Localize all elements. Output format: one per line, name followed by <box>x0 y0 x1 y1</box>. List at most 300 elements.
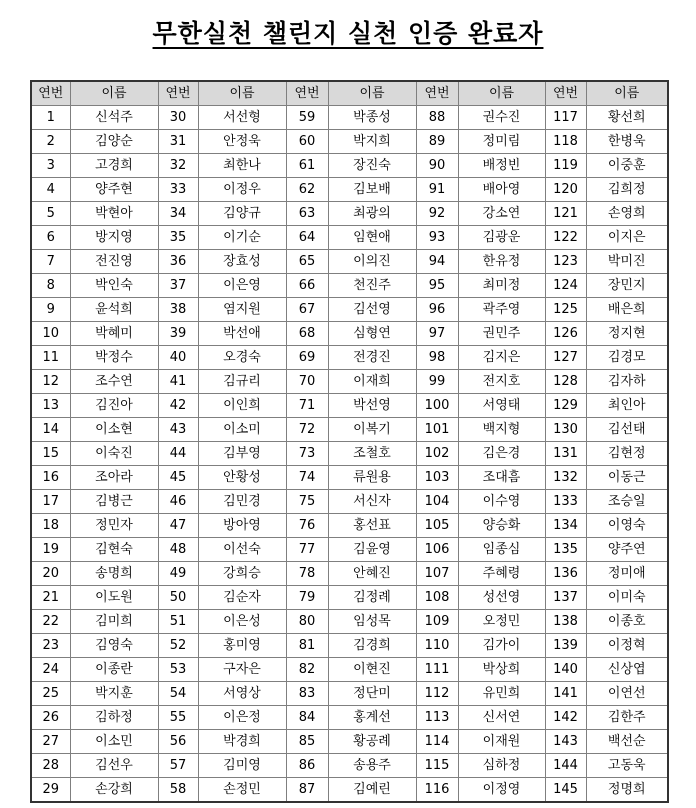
cell-name: 이중훈 <box>586 154 668 178</box>
cell-name: 최미정 <box>458 274 545 298</box>
cell-num: 90 <box>416 154 458 178</box>
cell-name: 장민지 <box>586 274 668 298</box>
table-row <box>31 490 668 514</box>
cell-num: 59 <box>286 106 328 130</box>
cell-name: 한유정 <box>458 250 545 274</box>
cell-num: 70 <box>286 370 328 394</box>
cell-num: 3 <box>31 154 70 178</box>
cell-name: 이연선 <box>586 682 668 706</box>
cell-name: 배정빈 <box>458 154 545 178</box>
cell-name: 강희승 <box>198 562 286 586</box>
header-num: 연번 <box>545 81 586 106</box>
cell-name: 이숙진 <box>70 442 158 466</box>
cell-name: 조대흠 <box>458 466 545 490</box>
cell-num: 64 <box>286 226 328 250</box>
cell-name: 김지은 <box>458 346 545 370</box>
cell-num: 41 <box>158 370 198 394</box>
header-num: 연번 <box>158 81 198 106</box>
cell-name: 김선태 <box>586 418 668 442</box>
cell-num: 86 <box>286 754 328 778</box>
cell-num: 103 <box>416 466 458 490</box>
table-row <box>31 538 668 562</box>
cell-name: 정명희 <box>586 778 668 803</box>
cell-name: 박정수 <box>70 346 158 370</box>
cell-num: 51 <box>158 610 198 634</box>
table-row <box>31 466 668 490</box>
header-name: 이름 <box>586 81 668 106</box>
cell-num: 2 <box>31 130 70 154</box>
table-row <box>31 370 668 394</box>
cell-name: 홍선표 <box>328 514 416 538</box>
cell-num: 72 <box>286 418 328 442</box>
cell-num: 144 <box>545 754 586 778</box>
cell-num: 143 <box>545 730 586 754</box>
cell-name: 서선형 <box>198 106 286 130</box>
cell-name: 양주현 <box>70 178 158 202</box>
cell-name: 김선우 <box>70 754 158 778</box>
cell-num: 77 <box>286 538 328 562</box>
cell-num: 24 <box>31 658 70 682</box>
cell-name: 박선영 <box>328 394 416 418</box>
cell-num: 121 <box>545 202 586 226</box>
cell-num: 65 <box>286 250 328 274</box>
cell-name: 황공례 <box>328 730 416 754</box>
cell-num: 120 <box>545 178 586 202</box>
cell-name: 전경진 <box>328 346 416 370</box>
cell-name: 손정민 <box>198 778 286 803</box>
cell-num: 71 <box>286 394 328 418</box>
cell-name: 이종호 <box>586 610 668 634</box>
cell-name: 임종심 <box>458 538 545 562</box>
cell-num: 15 <box>31 442 70 466</box>
cell-num: 111 <box>416 658 458 682</box>
cell-name: 한병욱 <box>586 130 668 154</box>
table-row <box>31 130 668 154</box>
cell-name: 성선영 <box>458 586 545 610</box>
cell-name: 박상희 <box>458 658 545 682</box>
cell-name: 최한나 <box>198 154 286 178</box>
cell-num: 92 <box>416 202 458 226</box>
table-row <box>31 322 668 346</box>
cell-num: 118 <box>545 130 586 154</box>
cell-num: 7 <box>31 250 70 274</box>
cell-name: 송용주 <box>328 754 416 778</box>
cell-name: 방아영 <box>198 514 286 538</box>
cell-name: 박경희 <box>198 730 286 754</box>
cell-name: 김영숙 <box>70 634 158 658</box>
cell-num: 84 <box>286 706 328 730</box>
table-body <box>31 106 668 803</box>
cell-name: 이인희 <box>198 394 286 418</box>
cell-num: 8 <box>31 274 70 298</box>
cell-name: 이소미 <box>198 418 286 442</box>
cell-num: 117 <box>545 106 586 130</box>
cell-name: 정미림 <box>458 130 545 154</box>
cell-num: 20 <box>31 562 70 586</box>
cell-name: 이종란 <box>70 658 158 682</box>
cell-num: 57 <box>158 754 198 778</box>
header-name: 이름 <box>198 81 286 106</box>
cell-num: 100 <box>416 394 458 418</box>
table-row <box>31 682 668 706</box>
cell-name: 김선영 <box>328 298 416 322</box>
cell-num: 80 <box>286 610 328 634</box>
cell-num: 132 <box>545 466 586 490</box>
table-row <box>31 514 668 538</box>
cell-num: 31 <box>158 130 198 154</box>
completion-table <box>30 80 669 803</box>
cell-name: 배아영 <box>458 178 545 202</box>
cell-name: 권수진 <box>458 106 545 130</box>
cell-num: 75 <box>286 490 328 514</box>
cell-num: 124 <box>545 274 586 298</box>
cell-num: 54 <box>158 682 198 706</box>
cell-num: 73 <box>286 442 328 466</box>
cell-name: 이은정 <box>198 706 286 730</box>
cell-num: 69 <box>286 346 328 370</box>
cell-num: 134 <box>545 514 586 538</box>
cell-num: 74 <box>286 466 328 490</box>
cell-num: 25 <box>31 682 70 706</box>
cell-num: 97 <box>416 322 458 346</box>
cell-num: 50 <box>158 586 198 610</box>
cell-name: 홍계선 <box>328 706 416 730</box>
cell-name: 권민주 <box>458 322 545 346</box>
cell-name: 김민경 <box>198 490 286 514</box>
header-name: 이름 <box>458 81 545 106</box>
cell-num: 142 <box>545 706 586 730</box>
cell-name: 주혜령 <box>458 562 545 586</box>
cell-num: 49 <box>158 562 198 586</box>
header-num: 연번 <box>286 81 328 106</box>
cell-name: 염지원 <box>198 298 286 322</box>
cell-name: 이도원 <box>70 586 158 610</box>
cell-name: 조수연 <box>70 370 158 394</box>
cell-name: 정단미 <box>328 682 416 706</box>
cell-name: 박지훈 <box>70 682 158 706</box>
cell-name: 김정례 <box>328 586 416 610</box>
table-row <box>31 394 668 418</box>
table-row <box>31 106 668 130</box>
table-row <box>31 586 668 610</box>
cell-num: 36 <box>158 250 198 274</box>
cell-name: 이의진 <box>328 250 416 274</box>
cell-num: 101 <box>416 418 458 442</box>
cell-num: 104 <box>416 490 458 514</box>
cell-num: 112 <box>416 682 458 706</box>
cell-name: 이정우 <box>198 178 286 202</box>
cell-num: 107 <box>416 562 458 586</box>
cell-name: 김한주 <box>586 706 668 730</box>
page-title-text: 무한실천 챌린지 실천 인증 완료자 <box>152 19 544 48</box>
cell-name: 곽주영 <box>458 298 545 322</box>
cell-num: 61 <box>286 154 328 178</box>
cell-num: 79 <box>286 586 328 610</box>
cell-name: 김윤영 <box>328 538 416 562</box>
cell-name: 김자하 <box>586 370 668 394</box>
cell-num: 67 <box>286 298 328 322</box>
cell-num: 76 <box>286 514 328 538</box>
cell-num: 53 <box>158 658 198 682</box>
cell-num: 131 <box>545 442 586 466</box>
cell-num: 1 <box>31 106 70 130</box>
cell-name: 이재희 <box>328 370 416 394</box>
cell-name: 황선희 <box>586 106 668 130</box>
cell-num: 113 <box>416 706 458 730</box>
cell-name: 이현진 <box>328 658 416 682</box>
cell-name: 홍미영 <box>198 634 286 658</box>
cell-num: 106 <box>416 538 458 562</box>
cell-num: 88 <box>416 106 458 130</box>
cell-num: 38 <box>158 298 198 322</box>
cell-name: 김희정 <box>586 178 668 202</box>
cell-num: 33 <box>158 178 198 202</box>
cell-name: 이정영 <box>458 778 545 803</box>
cell-num: 14 <box>31 418 70 442</box>
cell-num: 58 <box>158 778 198 803</box>
cell-num: 62 <box>286 178 328 202</box>
cell-num: 128 <box>545 370 586 394</box>
table-row <box>31 226 668 250</box>
cell-name: 양주연 <box>586 538 668 562</box>
cell-name: 박현아 <box>70 202 158 226</box>
cell-name: 김순자 <box>198 586 286 610</box>
cell-name: 김진아 <box>70 394 158 418</box>
cell-num: 23 <box>31 634 70 658</box>
cell-num: 18 <box>31 514 70 538</box>
cell-name: 고경희 <box>70 154 158 178</box>
cell-name: 이수영 <box>458 490 545 514</box>
cell-num: 105 <box>416 514 458 538</box>
table-row <box>31 610 668 634</box>
header-num: 연번 <box>416 81 458 106</box>
cell-name: 배은희 <box>586 298 668 322</box>
cell-name: 방지영 <box>70 226 158 250</box>
cell-num: 99 <box>416 370 458 394</box>
cell-num: 129 <box>545 394 586 418</box>
cell-name: 박종성 <box>328 106 416 130</box>
cell-num: 140 <box>545 658 586 682</box>
cell-name: 장효성 <box>198 250 286 274</box>
cell-num: 52 <box>158 634 198 658</box>
cell-num: 138 <box>545 610 586 634</box>
cell-name: 임성목 <box>328 610 416 634</box>
cell-num: 125 <box>545 298 586 322</box>
cell-name: 이은영 <box>198 274 286 298</box>
table-row <box>31 418 668 442</box>
cell-num: 89 <box>416 130 458 154</box>
header-name: 이름 <box>328 81 416 106</box>
table-row <box>31 778 668 803</box>
cell-num: 135 <box>545 538 586 562</box>
cell-num: 145 <box>545 778 586 803</box>
table-row <box>31 658 668 682</box>
cell-num: 98 <box>416 346 458 370</box>
cell-num: 109 <box>416 610 458 634</box>
table-row <box>31 298 668 322</box>
table-row <box>31 346 668 370</box>
cell-num: 10 <box>31 322 70 346</box>
cell-name: 오경숙 <box>198 346 286 370</box>
cell-name: 박미진 <box>586 250 668 274</box>
cell-name: 심형연 <box>328 322 416 346</box>
cell-num: 43 <box>158 418 198 442</box>
cell-name: 백선순 <box>586 730 668 754</box>
cell-num: 114 <box>416 730 458 754</box>
cell-name: 최광의 <box>328 202 416 226</box>
cell-num: 95 <box>416 274 458 298</box>
cell-name: 안혜진 <box>328 562 416 586</box>
table-header-row <box>31 81 668 106</box>
cell-num: 9 <box>31 298 70 322</box>
cell-name: 류원용 <box>328 466 416 490</box>
cell-name: 구자은 <box>198 658 286 682</box>
cell-num: 13 <box>31 394 70 418</box>
cell-name: 박인숙 <box>70 274 158 298</box>
cell-name: 고동욱 <box>586 754 668 778</box>
cell-num: 139 <box>545 634 586 658</box>
cell-num: 40 <box>158 346 198 370</box>
cell-name: 서영태 <box>458 394 545 418</box>
table-row <box>31 202 668 226</box>
cell-num: 133 <box>545 490 586 514</box>
cell-num: 122 <box>545 226 586 250</box>
cell-name: 안황성 <box>198 466 286 490</box>
cell-name: 박지희 <box>328 130 416 154</box>
cell-name: 김은경 <box>458 442 545 466</box>
cell-name: 조아라 <box>70 466 158 490</box>
cell-name: 안정욱 <box>198 130 286 154</box>
cell-num: 127 <box>545 346 586 370</box>
cell-name: 이소현 <box>70 418 158 442</box>
cell-num: 82 <box>286 658 328 682</box>
cell-num: 108 <box>416 586 458 610</box>
cell-num: 12 <box>31 370 70 394</box>
cell-name: 김광운 <box>458 226 545 250</box>
cell-name: 박선애 <box>198 322 286 346</box>
cell-num: 48 <box>158 538 198 562</box>
table-row <box>31 562 668 586</box>
cell-num: 60 <box>286 130 328 154</box>
cell-name: 김경희 <box>328 634 416 658</box>
cell-num: 46 <box>158 490 198 514</box>
cell-num: 115 <box>416 754 458 778</box>
cell-name: 이지은 <box>586 226 668 250</box>
cell-num: 6 <box>31 226 70 250</box>
header-num: 연번 <box>31 81 70 106</box>
cell-num: 22 <box>31 610 70 634</box>
cell-num: 68 <box>286 322 328 346</box>
cell-num: 110 <box>416 634 458 658</box>
cell-num: 85 <box>286 730 328 754</box>
cell-num: 55 <box>158 706 198 730</box>
table-row <box>31 154 668 178</box>
cell-num: 28 <box>31 754 70 778</box>
cell-name: 손강희 <box>70 778 158 803</box>
cell-name: 조승일 <box>586 490 668 514</box>
cell-num: 102 <box>416 442 458 466</box>
cell-name: 김미영 <box>198 754 286 778</box>
cell-name: 김현정 <box>586 442 668 466</box>
cell-name: 김경모 <box>586 346 668 370</box>
cell-name: 임현애 <box>328 226 416 250</box>
cell-name: 김부영 <box>198 442 286 466</box>
cell-name: 오정민 <box>458 610 545 634</box>
cell-name: 이기순 <box>198 226 286 250</box>
cell-name: 김가이 <box>458 634 545 658</box>
cell-name: 유민희 <box>458 682 545 706</box>
cell-name: 송명희 <box>70 562 158 586</box>
cell-num: 30 <box>158 106 198 130</box>
cell-num: 29 <box>31 778 70 803</box>
cell-name: 장진숙 <box>328 154 416 178</box>
cell-name: 신상엽 <box>586 658 668 682</box>
cell-num: 11 <box>31 346 70 370</box>
cell-name: 신서연 <box>458 706 545 730</box>
cell-num: 137 <box>545 586 586 610</box>
cell-num: 78 <box>286 562 328 586</box>
cell-num: 21 <box>31 586 70 610</box>
table-row <box>31 634 668 658</box>
table-row <box>31 706 668 730</box>
cell-name: 이소민 <box>70 730 158 754</box>
cell-num: 34 <box>158 202 198 226</box>
cell-num: 126 <box>545 322 586 346</box>
cell-num: 32 <box>158 154 198 178</box>
table-row <box>31 754 668 778</box>
header-name: 이름 <box>70 81 158 106</box>
cell-num: 123 <box>545 250 586 274</box>
cell-num: 136 <box>545 562 586 586</box>
cell-num: 39 <box>158 322 198 346</box>
cell-name: 정미애 <box>586 562 668 586</box>
cell-name: 박혜미 <box>70 322 158 346</box>
cell-name: 이영숙 <box>586 514 668 538</box>
cell-name: 신석주 <box>70 106 158 130</box>
cell-num: 45 <box>158 466 198 490</box>
cell-num: 17 <box>31 490 70 514</box>
table-row <box>31 178 668 202</box>
cell-name: 강소연 <box>458 202 545 226</box>
cell-num: 26 <box>31 706 70 730</box>
cell-num: 91 <box>416 178 458 202</box>
cell-name: 양승화 <box>458 514 545 538</box>
cell-name: 김하정 <box>70 706 158 730</box>
cell-num: 81 <box>286 634 328 658</box>
cell-num: 130 <box>545 418 586 442</box>
cell-name: 조철호 <box>328 442 416 466</box>
cell-name: 이미숙 <box>586 586 668 610</box>
cell-name: 천진주 <box>328 274 416 298</box>
cell-num: 116 <box>416 778 458 803</box>
cell-name: 이정혁 <box>586 634 668 658</box>
table-row <box>31 442 668 466</box>
cell-num: 87 <box>286 778 328 803</box>
cell-num: 66 <box>286 274 328 298</box>
cell-num: 42 <box>158 394 198 418</box>
cell-name: 이은성 <box>198 610 286 634</box>
table-row <box>31 250 668 274</box>
cell-name: 윤석희 <box>70 298 158 322</box>
cell-name: 김양규 <box>198 202 286 226</box>
cell-num: 44 <box>158 442 198 466</box>
cell-name: 김현숙 <box>70 538 158 562</box>
cell-name: 김양순 <box>70 130 158 154</box>
cell-num: 119 <box>545 154 586 178</box>
cell-num: 16 <box>31 466 70 490</box>
cell-name: 이동근 <box>586 466 668 490</box>
cell-name: 김규리 <box>198 370 286 394</box>
